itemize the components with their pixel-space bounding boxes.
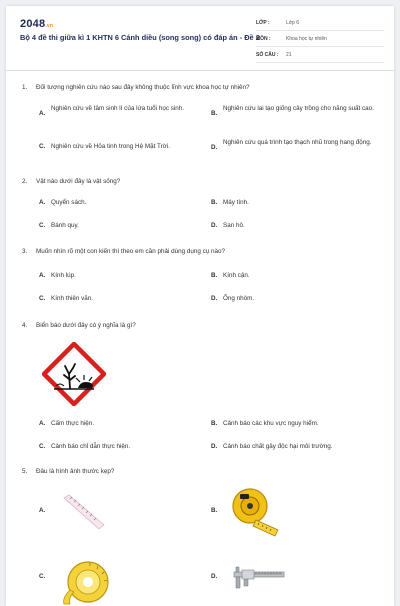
option-letter: B. bbox=[211, 420, 218, 427]
question-number: 3. bbox=[22, 248, 28, 255]
meta-row-subject bbox=[256, 32, 384, 47]
option-text: San hô. bbox=[223, 222, 245, 229]
option-text: Nghiên cứu lai tạo giống cây trồng cho năng suất cao. bbox=[223, 105, 374, 112]
option-text: Cảnh báo chất gây độc hại môi trường. bbox=[223, 443, 333, 450]
document-header bbox=[6, 6, 394, 71]
caliper-image[interactable] bbox=[228, 564, 286, 594]
ruler-icon bbox=[60, 492, 106, 532]
meta-value: Khoa học tự nhiên bbox=[286, 36, 327, 42]
question-text: Đâu là hình ảnh thước kẹp? bbox=[36, 468, 115, 475]
option-letter: B. bbox=[211, 507, 218, 514]
site-logo[interactable]: 2048.vn bbox=[20, 18, 54, 30]
option-letter: A. bbox=[39, 420, 46, 427]
option-text: Máy tính. bbox=[223, 199, 249, 206]
question-text: Vật nào dưới đây là vật sống? bbox=[36, 178, 121, 185]
meta-label: MÔN : bbox=[256, 36, 271, 42]
option-text: Kính thiên văn. bbox=[51, 295, 94, 302]
question-text: Biển báo dưới đây có ý nghĩa là gì? bbox=[36, 322, 136, 329]
question-number: 4. bbox=[22, 322, 28, 329]
option-letter: A. bbox=[39, 110, 46, 117]
option-letter: B. bbox=[211, 110, 218, 117]
caliper-icon bbox=[228, 564, 286, 594]
option-text: Nghiên cứu về tâm sinh lí của lứa tuổi học sinh. bbox=[51, 105, 185, 112]
exam-meta bbox=[256, 16, 384, 64]
option-letter: C. bbox=[39, 143, 46, 150]
environment-hazard-icon bbox=[42, 342, 106, 406]
option-letter: C. bbox=[39, 222, 46, 229]
option-letter: D. bbox=[211, 222, 218, 229]
option-letter: D. bbox=[211, 443, 218, 450]
option-text: Quyển sách. bbox=[51, 199, 87, 206]
meta-label: SỐ CÂU : bbox=[256, 52, 279, 58]
option-text: Kính lúp. bbox=[51, 272, 76, 279]
environment-hazard-sign bbox=[42, 342, 106, 406]
option-letter: D. bbox=[211, 295, 218, 302]
ruler-image[interactable] bbox=[60, 492, 106, 532]
option-letter: B. bbox=[211, 199, 218, 206]
question-number: 1. bbox=[22, 84, 28, 91]
option-text: Kính cận. bbox=[223, 272, 250, 279]
question-text: Đối tượng nghiên cứu nào sau đây không thuộc lĩnh vực khoa học tự nhiên? bbox=[36, 84, 250, 91]
meta-value: Lớp 6 bbox=[286, 20, 300, 26]
measuring-tape-roll-icon bbox=[54, 550, 116, 606]
exam-page bbox=[6, 6, 394, 606]
option-text: Ống nhòm. bbox=[223, 295, 255, 302]
question-number: 2. bbox=[22, 178, 28, 185]
option-letter: D. bbox=[211, 573, 218, 580]
option-text: Bánh quy. bbox=[51, 222, 79, 229]
option-letter: A. bbox=[39, 199, 46, 206]
page-title: Bộ 4 đề thi giữa kì 1 KHTN 6 Cánh diều (song song) có đáp án - Đề 2 bbox=[20, 33, 260, 42]
option-text: Nghiên cứu về Hỏa tinh trong Hệ Mặt Trời. bbox=[51, 143, 170, 150]
measuring-tape-roll-image[interactable] bbox=[54, 550, 116, 606]
meta-row-class bbox=[256, 16, 384, 31]
meta-label: LỚP : bbox=[256, 20, 270, 26]
question-number: 5. bbox=[22, 468, 28, 475]
option-text: Cảnh báo các khu vực nguy hiểm. bbox=[223, 420, 319, 427]
meta-row-count bbox=[256, 48, 384, 63]
question-text: Muốn nhìn rõ một con kiến thì theo em cần phải dùng dụng cụ nào? bbox=[36, 248, 226, 255]
option-letter: B. bbox=[211, 272, 218, 279]
option-text: Cảnh báo chỉ dẫn thực hiện. bbox=[51, 443, 131, 450]
option-text: Cấm thực hiện. bbox=[51, 420, 95, 427]
meta-value: 21 bbox=[286, 52, 292, 58]
tape-measure-icon bbox=[226, 484, 284, 540]
option-letter: A. bbox=[39, 272, 46, 279]
option-letter: A. bbox=[39, 507, 46, 514]
option-letter: C. bbox=[39, 295, 46, 302]
option-letter: D. bbox=[211, 144, 218, 151]
option-letter: C. bbox=[39, 443, 46, 450]
option-text: Nghiên cứu quá trình tạo thạch nhũ trong hang động. bbox=[223, 139, 372, 146]
tape-measure-image[interactable] bbox=[226, 484, 284, 540]
option-letter: C. bbox=[39, 573, 46, 580]
